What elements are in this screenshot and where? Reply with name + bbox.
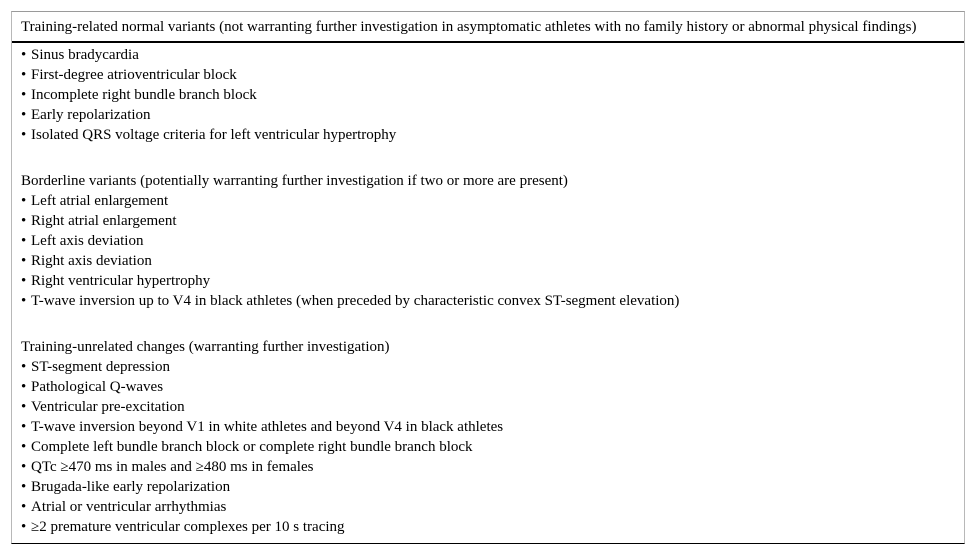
bullet: •	[21, 359, 27, 375]
list-item	[21, 437, 964, 457]
list-item	[21, 85, 964, 105]
bullet: •	[21, 107, 27, 123]
list-item	[21, 211, 964, 231]
list-item-text: Isolated QRS voltage criteria for left ventricular hypertrophy	[31, 127, 397, 143]
list-item-text: Pathological Q-waves	[31, 379, 164, 395]
list-item	[21, 65, 964, 85]
bullet: •	[21, 253, 27, 269]
list-item-text: T-wave inversion beyond V1 in white athletes and beyond V4 in black athletes	[31, 419, 504, 435]
list-item	[21, 125, 964, 145]
list-item-text: Left axis deviation	[31, 233, 144, 249]
list-item-text: Brugada-like early repolarization	[31, 479, 231, 495]
table-body	[12, 43, 964, 537]
bullet: •	[21, 67, 27, 83]
bullet: •	[21, 127, 27, 143]
list-item-text: ≥2 premature ventricular complexes per 10 s tracing	[31, 519, 345, 535]
list-item-text: Incomplete right bundle branch block	[31, 87, 257, 103]
list-item	[21, 477, 964, 497]
bullet: •	[21, 293, 27, 309]
bullet: •	[21, 233, 27, 249]
list-item-text: Ventricular pre-excitation	[31, 399, 185, 415]
borderline-variants-list	[21, 191, 964, 311]
bullet: •	[21, 499, 27, 515]
table-header: Training-related normal variants (not warranting further investigation in asymptomatic athletes with no family history or abnormal physical findings)	[12, 12, 964, 43]
training-unrelated-title: Training-unrelated changes (warranting further investigation)	[21, 339, 390, 355]
section-spacer	[21, 145, 964, 169]
bullet: •	[21, 87, 27, 103]
bullet: •	[21, 479, 27, 495]
list-item	[21, 45, 964, 65]
list-item-text: Right atrial enlargement	[31, 213, 177, 229]
list-item-text: Sinus bradycardia	[31, 47, 139, 63]
list-item	[21, 497, 964, 517]
list-item	[21, 377, 964, 397]
bullet: •	[21, 193, 27, 209]
list-item	[21, 105, 964, 125]
section-spacer	[21, 311, 964, 335]
training-unrelated-list	[21, 357, 964, 537]
bullet: •	[21, 399, 27, 415]
list-item	[21, 271, 964, 291]
list-item	[21, 517, 964, 537]
list-item-text: T-wave inversion up to V4 in black athletes (when preceded by characteristic convex ST-segment elevation)	[31, 293, 680, 309]
bullet: •	[21, 379, 27, 395]
list-item-text: Atrial or ventricular arrhythmias	[31, 499, 227, 515]
list-item-text: Left atrial enlargement	[31, 193, 169, 209]
bullet: •	[21, 519, 27, 535]
list-item-text: ST-segment depression	[31, 359, 171, 375]
list-item	[21, 231, 964, 251]
bullet: •	[21, 213, 27, 229]
list-item-text: Right axis deviation	[31, 253, 152, 269]
normal-variants-list	[21, 45, 964, 145]
bullet: •	[21, 419, 27, 435]
bullet: •	[21, 273, 27, 289]
bullet: •	[21, 459, 27, 475]
bullet: •	[21, 439, 27, 455]
list-item-text: QTc ≥470 ms in males and ≥480 ms in females	[31, 459, 314, 475]
list-item-text: First-degree atrioventricular block	[31, 67, 237, 83]
list-item	[21, 191, 964, 211]
list-item-text: Early repolarization	[31, 107, 151, 123]
borderline-variants-title: Borderline variants (potentially warranting further investigation if two or more are present)	[21, 173, 568, 189]
list-item	[21, 357, 964, 377]
list-item	[21, 397, 964, 417]
bullet: •	[21, 47, 27, 63]
ecg-criteria-table	[11, 11, 965, 544]
list-item	[21, 251, 964, 271]
list-item	[21, 417, 964, 437]
list-item	[21, 291, 964, 311]
list-item-text: Complete left bundle branch block or complete right bundle branch block	[31, 439, 473, 455]
list-item	[21, 457, 964, 477]
list-item-text: Right ventricular hypertrophy	[31, 273, 211, 289]
